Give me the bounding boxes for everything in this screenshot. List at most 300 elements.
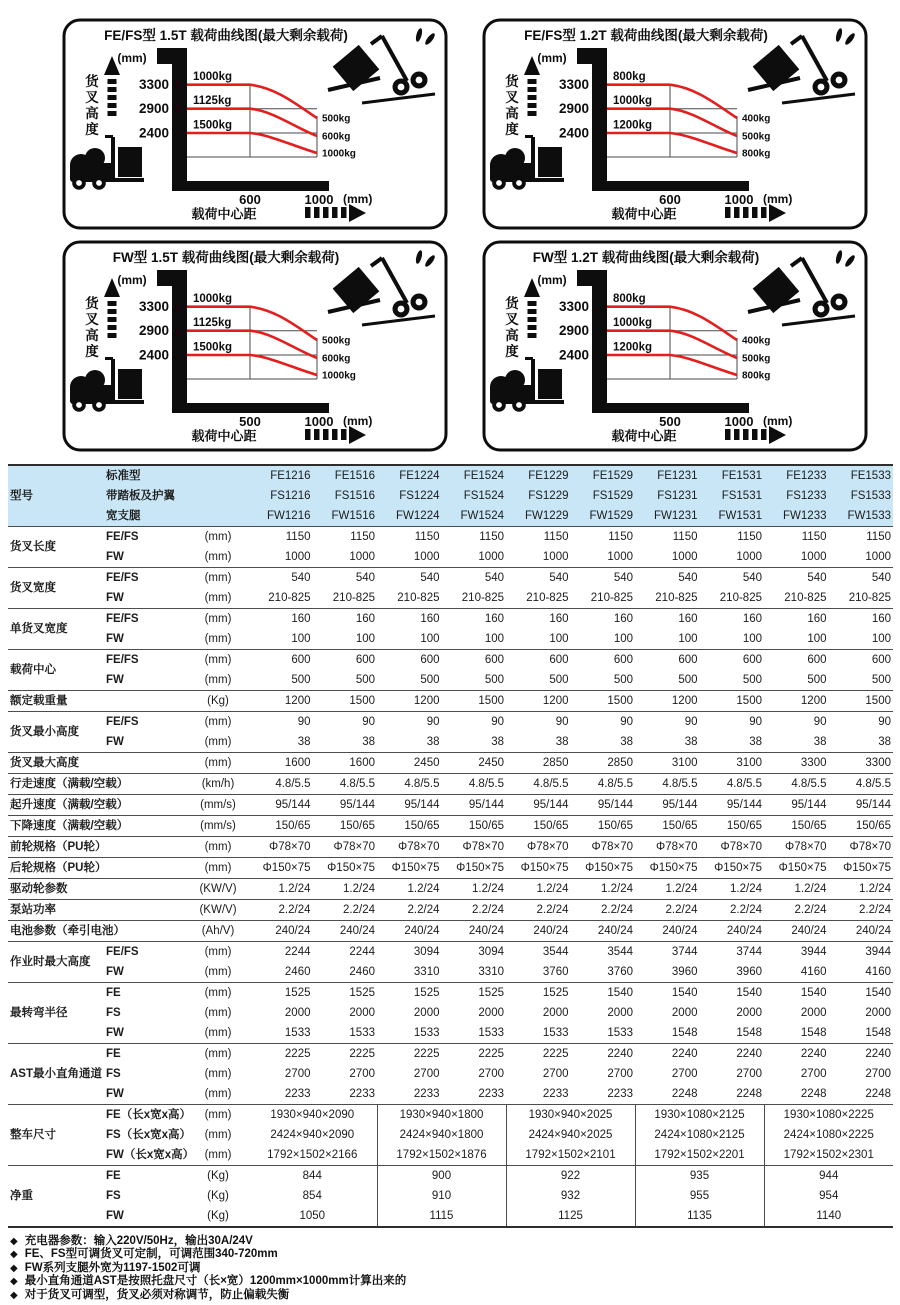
spec-value: 38 <box>620 736 633 748</box>
spec-value: 95/144 <box>313 795 378 816</box>
spec-value: 210-825 <box>784 592 827 604</box>
spec-value: 4.8/5.5 <box>313 774 378 795</box>
spec-value: 160 <box>635 609 700 630</box>
spec-value: 2000 <box>671 1007 698 1019</box>
spec-value: 90 <box>506 712 571 733</box>
spec-value: 150/65 <box>506 816 571 837</box>
model-name: FS1224 <box>377 486 442 506</box>
footnotes <box>10 1235 900 1302</box>
capacity-curve-3 <box>607 355 737 375</box>
spec-value: 90 <box>700 712 765 733</box>
spec-value: 4160 <box>865 966 891 978</box>
spec-value: 1500 <box>571 691 636 712</box>
spec-value: 95/144 <box>442 795 507 816</box>
spec-value: 1548 <box>736 1027 762 1039</box>
spec-value: 2850 <box>571 753 636 774</box>
capacity-curve-3 <box>187 355 317 375</box>
row-group-label: 额定载重量 <box>8 691 188 712</box>
spec-value: 600 <box>764 650 829 671</box>
spec-value: 540 <box>635 568 700 589</box>
spec-value: 2.2/24 <box>571 900 636 921</box>
spec-value: 2233 <box>413 1088 440 1100</box>
spec-value: 1930×1080×2225 <box>764 1105 893 1126</box>
chart-title: FE/FS型 1.5T 载荷曲线图(最大剩余载荷) <box>104 28 348 43</box>
spec-value: 2000 <box>542 1007 569 1019</box>
unit-label: (mm) <box>188 837 248 858</box>
spec-value: 2000 <box>413 1007 440 1019</box>
variant-label: FW（长x宽x高） <box>106 1149 195 1161</box>
spec-value: 1500 <box>700 691 765 712</box>
row-group-label: 净重 <box>8 1166 104 1228</box>
spec-value: 540 <box>506 568 571 589</box>
curve-right-label: 500kg <box>742 353 771 365</box>
spec-value: 240/24 <box>442 921 507 942</box>
spec-row <box>8 837 893 858</box>
unit-label: (Ah/V) <box>188 921 248 942</box>
spec-value: 4.8/5.5 <box>377 774 442 795</box>
spec-value: 1000 <box>542 551 569 563</box>
variant-label: FE <box>104 1166 188 1187</box>
spec-value: 1525 <box>248 983 313 1004</box>
unit-label: (mm) <box>204 551 232 563</box>
model-name: FS1233 <box>764 486 829 506</box>
spec-value: 1200 <box>635 691 700 712</box>
curve-right-label: 1000kg <box>322 370 356 382</box>
spec-value: Φ78×70 <box>700 837 765 858</box>
spec-value: 90 <box>442 712 507 733</box>
spec-value: 160 <box>571 609 636 630</box>
spec-value: 3744 <box>700 942 765 963</box>
spec-value: 3300 <box>829 753 894 774</box>
spec-value: 600 <box>700 650 765 671</box>
unit-label: (Kg) <box>188 691 248 712</box>
spec-value: 1140 <box>764 1206 893 1227</box>
unit-label: (mm) <box>188 712 248 733</box>
spec-value: 210-825 <box>397 592 440 604</box>
curve-right-label: 500kg <box>322 113 351 125</box>
y-axis-unit: (mm) <box>537 273 567 287</box>
spec-value: 160 <box>377 609 442 630</box>
pallet-truck-icon <box>70 135 144 190</box>
y-axis-label-char: 叉 <box>505 312 519 327</box>
variant-label: FE/FS <box>104 712 188 733</box>
spec-value: 2240 <box>635 1044 700 1065</box>
model-name: FS1531 <box>700 486 765 506</box>
spec-row <box>8 547 893 568</box>
curve-right-label: 800kg <box>742 370 771 382</box>
spec-table-body <box>8 527 893 1228</box>
spec-value: 95/144 <box>377 795 442 816</box>
spec-value: 1000 <box>413 551 440 563</box>
variant-label: 带踏板及护翼 <box>104 486 248 506</box>
spec-row <box>8 732 893 753</box>
spec-table <box>8 464 893 1228</box>
spec-value: 1200 <box>506 691 571 712</box>
spec-value: 240/24 <box>248 921 313 942</box>
spec-value: 3960 <box>736 966 762 978</box>
spec-value: 900 <box>377 1166 506 1187</box>
spec-value: 1792×1502×2201 <box>635 1145 764 1166</box>
spec-value: 4160 <box>800 966 827 978</box>
spec-value: 240/24 <box>506 921 571 942</box>
spec-value: 1.2/24 <box>377 879 442 900</box>
curve-left-label: 800kg <box>613 71 646 83</box>
spec-value: 1533 <box>413 1027 440 1039</box>
row-group-label: 整车尺寸 <box>8 1105 104 1166</box>
variant-label: FE/FS <box>104 942 188 963</box>
spec-row <box>8 1064 893 1084</box>
x-axis-label: 载荷中心距 <box>191 206 257 222</box>
spec-value: 95/144 <box>571 795 636 816</box>
row-group-label: 前轮规格（PU轮） <box>8 837 188 858</box>
curve-right-label: 500kg <box>322 335 351 347</box>
spec-value: 1000 <box>671 551 698 563</box>
up-arrow-icon <box>104 278 120 338</box>
spec-value: 4.8/5.5 <box>700 774 765 795</box>
spec-value: 1540 <box>700 983 765 1004</box>
spec-value: 100 <box>613 633 633 645</box>
unit-label: (km/h) <box>188 774 248 795</box>
spec-row <box>8 795 893 816</box>
y-axis-label-char: 货 <box>505 74 519 89</box>
spec-value: 922 <box>506 1166 635 1187</box>
row-group-label: 后轮规格（PU轮） <box>8 858 188 879</box>
spec-value: 2233 <box>542 1088 569 1100</box>
spec-value: 1150 <box>248 527 313 548</box>
spec-value: 1525 <box>506 983 571 1004</box>
curve-left-label: 1125kg <box>193 95 232 107</box>
variant-label: FE/FS <box>104 527 188 548</box>
spec-row <box>8 568 893 589</box>
spec-value: 2424×940×1800 <box>377 1125 506 1145</box>
unit-label: (mm) <box>188 609 248 630</box>
spec-value: 2240 <box>571 1044 636 1065</box>
model-name: FW1233 <box>764 506 829 527</box>
y-axis-label-char: 高 <box>85 106 99 121</box>
spec-row <box>8 1206 893 1227</box>
spec-value: 1150 <box>442 527 507 548</box>
load-curve-panel-3 <box>62 240 448 452</box>
spec-value: 600 <box>313 650 378 671</box>
variant-label: FE/FS <box>104 568 188 589</box>
spec-value: 500 <box>613 674 633 686</box>
curve-left-label: 1200kg <box>613 341 653 354</box>
spec-value: 160 <box>313 609 378 630</box>
spec-value: 2244 <box>248 942 313 963</box>
spec-value: 4.8/5.5 <box>829 774 894 795</box>
spec-value: 160 <box>764 609 829 630</box>
spec-value: 1792×1502×2101 <box>506 1145 635 1166</box>
spec-value: 38 <box>749 736 762 748</box>
spec-value: 90 <box>635 712 700 733</box>
spec-value: 160 <box>248 609 313 630</box>
spec-value: 4.8/5.5 <box>506 774 571 795</box>
spec-row <box>8 588 893 609</box>
spec-value: 500 <box>484 674 504 686</box>
spec-value: 2225 <box>442 1044 507 1065</box>
spec-value: 1930×1080×2125 <box>635 1105 764 1126</box>
spec-value: 2225 <box>377 1044 442 1065</box>
curve-left-label: 1000kg <box>193 71 233 83</box>
unit-label: (mm) <box>204 1088 232 1100</box>
x-axis-unit: (mm) <box>343 414 373 428</box>
spec-value: 2000 <box>607 1007 633 1019</box>
curve-left-label: 1200kg <box>613 119 653 132</box>
spec-value: 38 <box>684 736 698 748</box>
curve-left-label: 1000kg <box>193 293 233 305</box>
spec-value: 2460 <box>284 966 311 978</box>
capacity-curve-3 <box>187 133 317 153</box>
spec-value: 160 <box>442 609 507 630</box>
spec-value: 90 <box>764 712 829 733</box>
spec-value: 2240 <box>829 1044 894 1065</box>
unit-label: (KW/V) <box>188 879 248 900</box>
row-group-label: 作业时最大高度 <box>8 942 104 983</box>
spec-value: 210-825 <box>719 592 762 604</box>
spec-value: 150/65 <box>829 816 894 837</box>
spec-value: 3944 <box>829 942 894 963</box>
model-name: FE1231 <box>635 465 700 486</box>
variant-label: FW <box>106 1088 124 1100</box>
model-name: FW1216 <box>248 506 313 527</box>
spec-value: Φ150×75 <box>377 858 442 879</box>
spec-value: 600 <box>442 650 507 671</box>
spec-value: 1.2/24 <box>313 879 378 900</box>
spec-value: 2450 <box>442 753 507 774</box>
load-curve-chart-2 <box>482 18 868 230</box>
spec-value: 1000 <box>349 551 375 563</box>
spec-value: 1000 <box>284 551 311 563</box>
spec-value: Φ150×75 <box>506 858 571 879</box>
spec-value: 95/144 <box>248 795 313 816</box>
spec-value: 600 <box>571 650 636 671</box>
curve-left-label: 1125kg <box>193 317 232 329</box>
spec-row <box>8 774 893 795</box>
model-name: FS1216 <box>248 486 313 506</box>
spec-value: Φ78×70 <box>313 837 378 858</box>
spec-value: 2.2/24 <box>377 900 442 921</box>
model-name: FE1233 <box>764 465 829 486</box>
spec-value: 540 <box>313 568 378 589</box>
unit-label: (mm/s) <box>188 816 248 837</box>
model-name: FW1524 <box>442 506 507 527</box>
y-axis-label-char: 高 <box>505 328 519 343</box>
mast-axis-shape <box>157 48 329 191</box>
pallet-truck-icon <box>490 357 564 412</box>
variant-label: 宽支腿 <box>104 506 248 527</box>
spec-value: 1150 <box>571 527 636 548</box>
spec-row <box>8 670 893 691</box>
spec-value: 210-825 <box>590 592 633 604</box>
y-axis-label-char: 度 <box>85 122 99 137</box>
spec-value: 1525 <box>442 983 507 1004</box>
spec-value: 2.2/24 <box>313 900 378 921</box>
unit-label: (KW/V) <box>188 900 248 921</box>
x-tick-label: 500 <box>239 414 261 429</box>
footnote-text: 最小直角通道AST是按照托盘尺寸（长×宽）1200mm×1000mm计算出来的 <box>24 1275 407 1288</box>
spec-value: 150/65 <box>764 816 829 837</box>
spec-value: 90 <box>571 712 636 733</box>
spec-value: 4.8/5.5 <box>442 774 507 795</box>
footnote-item <box>10 1262 900 1275</box>
spec-value: 2700 <box>671 1068 698 1080</box>
spec-value: 854 <box>302 1190 322 1202</box>
variant-label: FW <box>106 592 124 604</box>
load-curve-panel-4 <box>482 240 868 452</box>
diamond-bullet-icon: ◆ <box>10 1276 18 1288</box>
spec-value: 2.2/24 <box>700 900 765 921</box>
load-curve-charts-grid <box>0 0 900 452</box>
spec-value: Φ150×75 <box>571 858 636 879</box>
x-tick-label: 600 <box>239 192 261 207</box>
spec-value: 2000 <box>284 1007 311 1019</box>
spec-value: 1150 <box>506 527 571 548</box>
spec-row <box>8 1166 893 1187</box>
spec-value: 2450 <box>377 753 442 774</box>
speed-mark-icon <box>844 32 857 46</box>
spec-row <box>8 900 893 921</box>
spec-value: 95/144 <box>829 795 894 816</box>
spec-value: Φ78×70 <box>829 837 894 858</box>
spec-value: 160 <box>829 609 894 630</box>
model-header-row <box>8 486 893 506</box>
model-name: FE1524 <box>442 465 507 486</box>
x-axis-label: 载荷中心距 <box>611 428 677 444</box>
y-tick-label: 3300 <box>138 299 169 315</box>
load-curve-panel-2 <box>482 18 868 230</box>
spec-value: 1600 <box>313 753 378 774</box>
spec-value: 150/65 <box>377 816 442 837</box>
spec-value: 2700 <box>413 1068 440 1080</box>
spec-row <box>8 921 893 942</box>
spec-value: 3760 <box>542 966 569 978</box>
spec-value: 210-825 <box>461 592 504 604</box>
y-tick-label: 2400 <box>558 125 589 141</box>
model-header-row <box>8 506 893 527</box>
spec-value: Φ78×70 <box>506 837 571 858</box>
load-curve-chart-3 <box>62 240 448 452</box>
unit-label: (mm) <box>188 753 248 774</box>
spec-value: 2424×940×2090 <box>270 1129 355 1141</box>
spec-value: 2233 <box>284 1088 311 1100</box>
variant-label: FS（长x宽x高） <box>106 1129 191 1141</box>
spec-value: Φ150×75 <box>313 858 378 879</box>
spec-row <box>8 962 893 983</box>
curve-right-label: 500kg <box>742 131 771 143</box>
spec-value: 1.2/24 <box>829 879 894 900</box>
spec-value: 1540 <box>635 983 700 1004</box>
spec-value: 500 <box>355 674 375 686</box>
variant-label: FW <box>106 966 124 978</box>
pallet-truck-icon <box>490 135 564 190</box>
spec-value: 3100 <box>635 753 700 774</box>
spec-value: 38 <box>491 736 504 748</box>
curve-right-label: 400kg <box>742 113 771 125</box>
spec-value: 2248 <box>736 1088 762 1100</box>
model-name: FE1229 <box>506 465 571 486</box>
spec-value: 1000 <box>478 551 504 563</box>
spec-value: 944 <box>764 1166 893 1187</box>
unit-label: (mm) <box>204 736 232 748</box>
curve-right-label: 600kg <box>322 353 351 365</box>
spec-value: 1533 <box>542 1027 569 1039</box>
footnote-item <box>10 1235 900 1248</box>
spec-row <box>8 983 893 1004</box>
spec-value: 2424×1080×2125 <box>635 1125 764 1145</box>
footnote-text: 充电器参数：输入220V/50Hz，输出30A/24V <box>24 1235 253 1247</box>
variant-label: FS <box>106 1007 121 1019</box>
spec-value: 2240 <box>700 1044 765 1065</box>
spec-value: 540 <box>248 568 313 589</box>
spec-value: 4.8/5.5 <box>635 774 700 795</box>
spec-value: 3544 <box>571 942 636 963</box>
diamond-bullet-icon: ◆ <box>10 1249 18 1261</box>
spec-value: 500 <box>678 674 698 686</box>
unit-label: (mm) <box>188 527 248 548</box>
spec-value: 1150 <box>313 527 378 548</box>
spec-value: 1930×940×2090 <box>248 1105 377 1126</box>
spec-value: 210-825 <box>848 592 891 604</box>
spec-value: 100 <box>549 633 569 645</box>
model-name: FS1533 <box>829 486 894 506</box>
y-tick-label: 2900 <box>558 101 589 117</box>
x-tick-label: 600 <box>659 192 681 207</box>
pallet-truck-icon <box>70 357 144 412</box>
spec-value: 38 <box>555 736 569 748</box>
curve-left-label: 1000kg <box>613 95 653 107</box>
unit-label: (mm) <box>204 1068 232 1080</box>
spec-value: Φ150×75 <box>442 858 507 879</box>
x-tick-label: 500 <box>659 414 681 429</box>
curve-left-label: 1500kg <box>193 341 233 354</box>
spec-value: 500 <box>807 674 827 686</box>
spec-value: 2233 <box>478 1088 504 1100</box>
unit-label: (mm) <box>188 650 248 671</box>
spec-value: 1.2/24 <box>700 879 765 900</box>
model-name: FE1216 <box>248 465 313 486</box>
spec-value: 100 <box>420 633 440 645</box>
spec-value: 500 <box>742 674 762 686</box>
spec-value: 1533 <box>478 1027 504 1039</box>
spec-value: 2240 <box>764 1044 829 1065</box>
variant-label: 标准型 <box>104 465 248 486</box>
spec-value: 600 <box>248 650 313 671</box>
spec-value: 600 <box>635 650 700 671</box>
spec-row <box>8 879 893 900</box>
x-tick-label: 1000 <box>724 192 754 207</box>
spec-value: 1000 <box>736 551 762 563</box>
chart-title: FE/FS型 1.2T 载荷曲线图(最大剩余载荷) <box>524 28 768 43</box>
model-name: FS1529 <box>571 486 636 506</box>
footnote-text: FW系列支腿外宽为1197-1502可调 <box>24 1261 201 1274</box>
spec-value: 1930×940×1800 <box>377 1105 506 1126</box>
spec-value: Φ78×70 <box>635 837 700 858</box>
spec-value: Φ78×70 <box>442 837 507 858</box>
row-group-label: 载荷中心 <box>8 650 104 691</box>
spec-value: 4.8/5.5 <box>248 774 313 795</box>
spec-value: Φ150×75 <box>829 858 894 879</box>
spec-value: 1000 <box>865 551 891 563</box>
model-header <box>8 465 893 527</box>
spec-value: 3094 <box>442 942 507 963</box>
footnote-text: 对于货叉可调型，货叉必须对称调节，防止偏载失衡 <box>24 1288 290 1301</box>
y-axis-unit: (mm) <box>117 273 147 287</box>
unit-label: (Kg) <box>207 1210 229 1222</box>
spec-value: 2424×1080×2225 <box>764 1125 893 1145</box>
variant-label: FE/FS <box>104 609 188 630</box>
spec-row <box>8 650 893 671</box>
speed-mark-icon <box>844 254 857 268</box>
